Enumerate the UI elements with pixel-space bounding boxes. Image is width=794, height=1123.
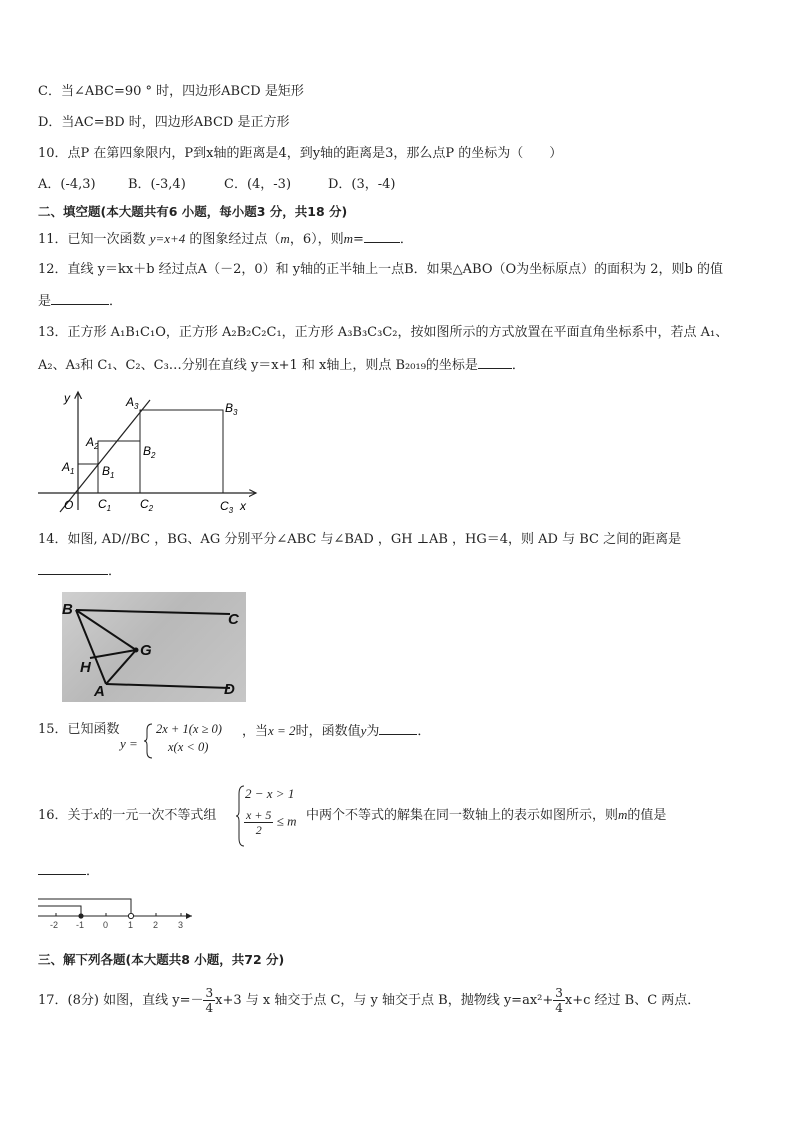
question-10-options <box>38 177 396 193</box>
question-14-answer: ． <box>38 562 121 580</box>
tick-label: 2 <box>153 920 159 930</box>
q11-text: = <box>352 232 364 247</box>
frac-den: 4 <box>205 1001 214 1015</box>
answer-blank[interactable] <box>38 562 108 575</box>
q12-text: 是 <box>38 294 52 309</box>
q11-m: m <box>280 231 290 246</box>
q16-dot: ． <box>86 864 100 879</box>
ineq-2 <box>244 808 296 837</box>
label-c: C <box>228 611 239 628</box>
q15-case2: x(x < 0) <box>168 740 209 754</box>
q17-fraction-2 <box>553 986 565 1015</box>
option-d: D．(3，-4) <box>328 177 396 192</box>
q15-text: 为 <box>366 724 380 739</box>
q17-text: 17．(8分) 如图，直线 y=－ <box>38 993 204 1008</box>
q15-case1: 2x + 1(x ≥ 0) <box>156 722 222 736</box>
q15-y: y = <box>120 736 138 751</box>
question-12-line1: 12．直线 y＝kx＋b 经过点A（－2，0）和 y轴的正半轴上一点B．如果△ABO（O为坐标原点）的面积为 2，则b 的值 <box>38 262 723 277</box>
question-10: 10．点P 在第四象限内，P到x轴的距离是4，到y轴的距离是3，那么点P 的坐标为（ ） <box>38 146 563 161</box>
option-b: B．(-3,4) <box>128 177 186 192</box>
q11-function: y=x+4 <box>149 231 186 246</box>
piecewise-brace <box>144 722 154 760</box>
q16-text: 16．关于 <box>38 808 94 823</box>
label-a1: $A_1$ <box>62 460 75 476</box>
tick-label: 1 <box>128 920 134 930</box>
q11-text: ，6），则 <box>289 232 344 247</box>
q15-text: 时，函数值 <box>295 724 361 739</box>
label-b2: $B_2$ <box>143 444 156 460</box>
label-c3: $C_3$ <box>220 499 234 513</box>
question-11: 11．已知一次函数 y=x+4 的图象经过点（m，6），则m= ． <box>38 231 413 247</box>
q17-text: x+3 与 x 轴交于点 C，与 y 轴交于点 B，抛物线 y=ax²+ <box>215 993 554 1008</box>
q17-fraction-1 <box>203 986 215 1015</box>
frac-num: 3 <box>555 986 563 1000</box>
figure-14-photo <box>62 592 246 702</box>
answer-blank[interactable] <box>38 862 86 875</box>
question-16-rest <box>306 807 666 824</box>
q16-m: m <box>618 807 628 822</box>
open-dot <box>128 913 133 918</box>
q11-m: m <box>343 231 353 246</box>
q16-text: 中两个不等式的解集在同一数轴上的表示如图所示，则 <box>306 808 619 823</box>
answer-blank[interactable] <box>51 292 109 305</box>
label-a2: $A_2$ <box>86 435 99 451</box>
option-c: C．当∠ABC=90 ° 时，四边形ABCD 是矩形 <box>38 84 304 99</box>
q15-x: x = 2 <box>268 723 296 738</box>
solid-dot <box>78 913 83 918</box>
label-b: B <box>62 601 73 618</box>
frac-num: x + 5 <box>246 808 272 822</box>
q17-text: x+c 经过 B、C 两点． <box>564 993 701 1008</box>
label-g: G <box>140 642 152 659</box>
answer-blank[interactable] <box>364 230 400 243</box>
label-a3: $A_3$ <box>126 395 139 411</box>
tick-label: -1 <box>76 920 85 930</box>
label-h: H <box>80 659 91 676</box>
label-o: O <box>64 498 74 512</box>
section-heading-3: 三、解下列各题(本大题共8 小题，共72 分) <box>38 952 285 967</box>
frac-num: 3 <box>205 986 214 1000</box>
tick-label: 3 <box>178 920 184 930</box>
label-b1: $B_1$ <box>102 464 115 480</box>
q15-y-value: y <box>360 723 367 738</box>
figure-14-diagram <box>62 592 246 702</box>
option-c: C．(4，-3) <box>224 177 292 192</box>
ineq-2-rest: ≤ m <box>276 813 297 829</box>
answer-blank[interactable] <box>379 722 417 735</box>
label-c1: $C_1$ <box>98 497 112 513</box>
ineq-1: 2 − x > 1 <box>245 786 295 801</box>
label-b3: $B_3$ <box>225 401 238 417</box>
q16-x: x <box>93 807 100 822</box>
question-15 <box>38 722 120 738</box>
label-x: x <box>240 499 246 513</box>
section-heading-2: 二、填空题(本大题共有6 小题，每小题3 分，共18 分) <box>38 204 348 219</box>
question-14: 14．如图, AD//BC ，BG、AG 分别平分∠ABC 与∠BAD ，GH ⊥AB ，HG＝4，则 AD 与 BC 之间的距离是 <box>38 532 682 547</box>
option-d: D．当AC=BD 时，四边形ABCD 是正方形 <box>38 115 290 130</box>
label-c2: $C_2$ <box>140 497 154 513</box>
number-line <box>36 882 198 930</box>
q11-text: 的图象经过点（ <box>185 232 281 247</box>
question-13-line1: 13．正方形 A₁B₁C₁O，正方形 A₂B₂C₂C₁，正方形 A₃B₃C₃C₂，按如图所示的方式放置在平面直角坐标系中，若点 A₁、 <box>38 325 729 340</box>
question-13-line2: A₂、A₃和 C₁、C₂、C₃…分别在直线 y＝x+1 和 x轴上，则点 B₂₀₁₉的坐标是 ． <box>38 358 525 373</box>
ineq-2-fraction <box>244 808 273 837</box>
figure-13-coordinate-plot <box>36 388 266 513</box>
tick-label: -2 <box>50 920 59 930</box>
line-y-x-plus-1 <box>60 400 150 512</box>
q15-text: ，当 <box>242 724 269 739</box>
q11-text: 11．已知一次函数 <box>38 232 150 247</box>
question-12-line2: 是 ． <box>38 294 123 309</box>
q13-text: A₂、A₃和 C₁、C₂、C₃…分别在直线 y＝x+1 和 x轴上，则点 B₂₀₁₉的坐标是 <box>38 358 478 373</box>
label-a: A <box>94 683 105 700</box>
answer-blank[interactable] <box>478 356 512 369</box>
q16-text: 的值是 <box>627 808 667 823</box>
question-16-answer <box>38 862 99 880</box>
tick-label: 0 <box>103 920 109 930</box>
label-d: D <box>224 681 235 698</box>
question-17 <box>38 986 700 1015</box>
question-15-rest: ，当x = 2时，函数值y为 ． <box>242 723 431 739</box>
frac-den: 4 <box>555 1001 563 1015</box>
question-16 <box>38 807 216 824</box>
q16-text: 的一元一次不等式组 <box>99 808 217 823</box>
option-a: A．(-4,3) <box>38 177 96 192</box>
label-y: y <box>64 391 70 405</box>
q15-text: 15．已知函数 <box>38 722 120 737</box>
frac-den: 2 <box>255 823 262 837</box>
